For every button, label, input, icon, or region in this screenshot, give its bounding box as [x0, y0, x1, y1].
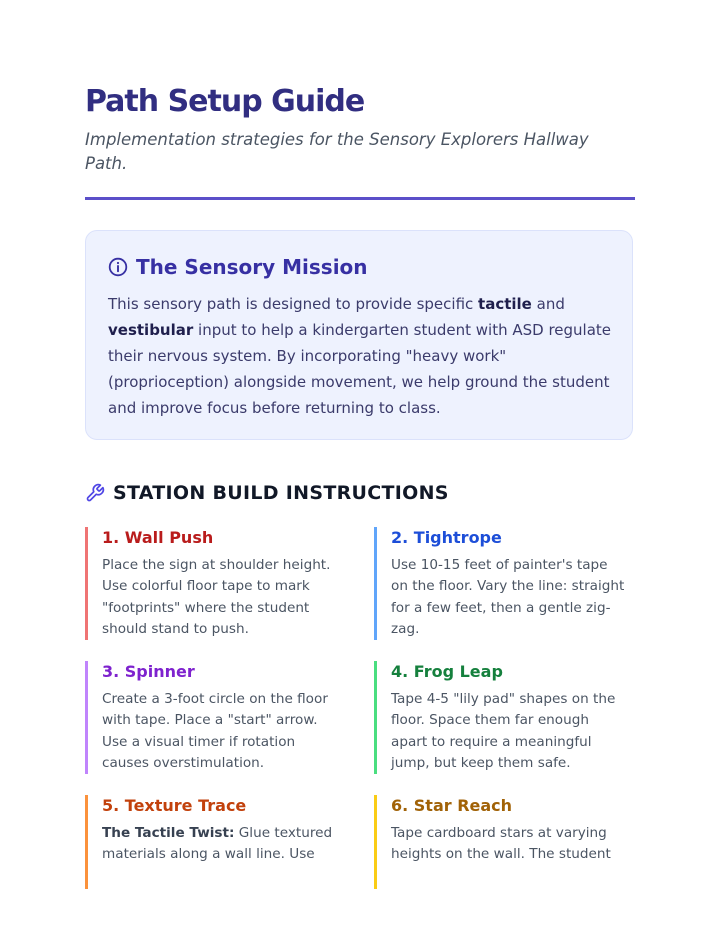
station-description	[102, 555, 337, 640]
station-name: 4. Frog Leap	[391, 662, 503, 681]
mission-text-3: input to help a kindergarten student with ASD regulate their nervous system. By incorporating "heavy work" (proprioception) alongside movement, we help ground the student and improve focus before returning to class.	[108, 321, 612, 417]
station-text: Create a 3-foot circle on the floor with tape. Place a "start" arrow. Use a visual timer if rotation causes overstimulation.	[102, 691, 328, 771]
station-description	[102, 823, 337, 866]
station-name: 3. Spinner	[102, 662, 195, 681]
mission-emphasis-tactile: tactile	[478, 295, 532, 313]
station-description	[391, 689, 626, 774]
section-title: STATION BUILD INSTRUCTIONS	[113, 482, 449, 504]
mission-body	[108, 291, 616, 421]
mission-title: The Sensory Mission	[136, 255, 368, 279]
mission-emphasis-vestibular: vestibular	[108, 321, 194, 339]
station-name: 5. Texture Trace	[102, 796, 247, 815]
station-text: Tape 4-5 "lily pad" shapes on the floor. Space them far enough apart to require a meaningful jump, but keep them safe.	[391, 691, 616, 771]
page-title: Path Setup Guide	[85, 84, 365, 119]
station-name: 6. Star Reach	[391, 796, 513, 815]
mission-text-2: and	[531, 295, 565, 313]
station-card-tightrope	[374, 527, 626, 640]
header-divider	[85, 197, 635, 200]
station-text: Glue textured materials along a wall line. Use	[102, 825, 333, 863]
station-description	[102, 689, 337, 774]
station-name: 2. Tightrope	[391, 528, 502, 547]
station-card-texture-trace	[85, 795, 337, 889]
section-header	[85, 480, 449, 506]
station-text: Tape cardboard stars at varying heights on the wall. The student	[391, 825, 611, 863]
station-card-frog-leap	[374, 661, 626, 774]
station-text: Place the sign at shoulder height. Use colorful floor tape to mark "footprints" where the student should stand to push.	[102, 557, 331, 637]
page-subtitle: Implementation strategies for the Sensory Explorers Hallway Path.	[85, 130, 589, 173]
station-card-wall-push	[85, 527, 337, 640]
mission-callout	[85, 230, 633, 440]
station-text: Use 10-15 feet of painter's tape on the floor. Vary the line: straight for a few feet, then a gentle zig-zag.	[391, 557, 625, 637]
station-lead: The Tactile Twist:	[102, 825, 235, 841]
mission-header	[108, 253, 368, 281]
station-description	[391, 555, 626, 640]
station-name: 1. Wall Push	[102, 528, 214, 547]
info-icon	[108, 257, 128, 277]
station-description	[391, 823, 626, 866]
station-card-star-reach	[374, 795, 626, 889]
station-card-spinner	[85, 661, 337, 774]
mission-text-1: This sensory path is designed to provide specific	[108, 295, 479, 313]
wrench-icon	[85, 483, 105, 503]
